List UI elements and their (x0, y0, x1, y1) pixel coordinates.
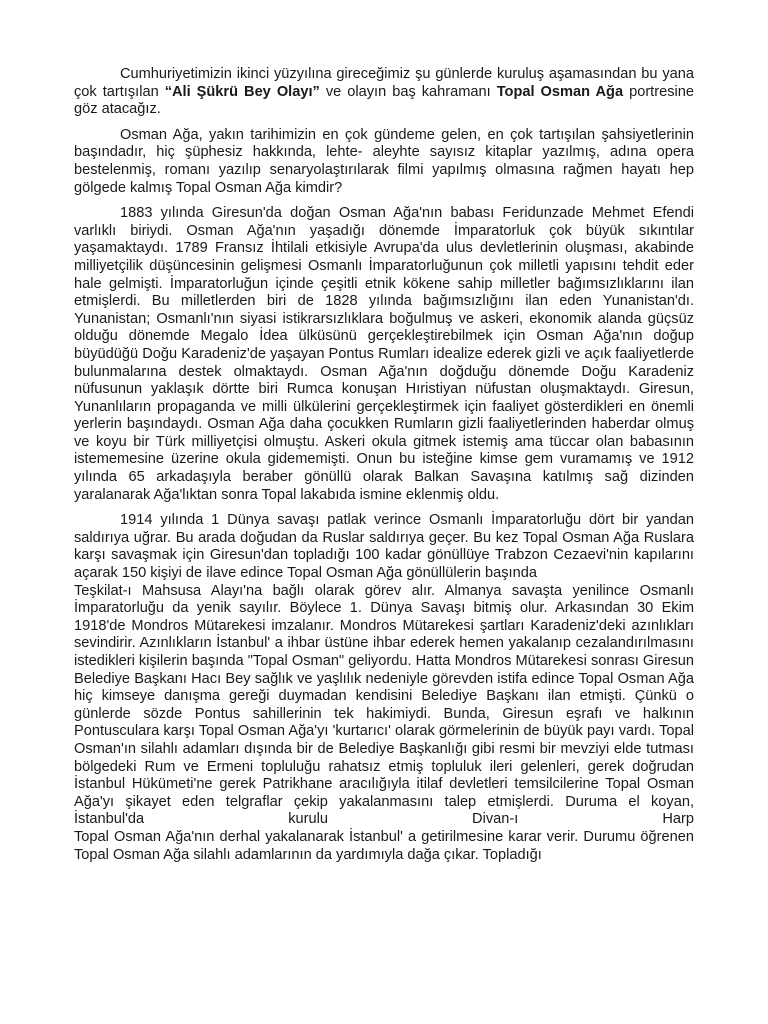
paragraph-early-life: 1883 yılında Giresun'da doğan Osman Ağa'nın babası Feridunzade Mehmet Efendi varlıklı biriydi. Osman Ağa'nın yaşadığı dönemde İmparatorluk çok büyük sıkıntılar yaşamaktaydı. 1789 Fransız İhtilali etkisiyle Avrupa'da ulus devletlerinin oluşması, akabinde milliyetçilik düşüncesinin gelişmesi Osmanlı İmparatorluğunun çok milletli yapısını tehdit eder hale gelmişti. İmparatorluğun içinde çeşitli etnik kökene sahip milletler bağımsızlıklarını ilan etmişlerdi. Bu milletlerden biri de 1828 yılında bağımsızlığını ilan eden Yunanistan'dı. Yunanistan; Osmanlı'nın siyasi istikrarsızlıklara boğulmuş ve askeri, ekonomik alanda güçsüz olduğu dönemde Megalo İdea ülküsünü gerçekleştirebilmek için Osman Ağa'nın doğup büyüdüğü Doğu Karadeniz'de yaşayan Pontus Rumları idealize ederek gizli ve açık faaliyetlerde bulunmalarına destek olmaktaydı. Osman Ağa'nın doğduğu dönemde Doğu Karadeniz nüfusunun yaklaşık dörtte biri Rumca konuşan Hıristiyan nüfustan oluşmaktaydı. Giresun, Yunanlıların propaganda ve milli ülkülerini gerçekleştirmek için faaliyet gösterdikleri en önemli yerlerin başındaydı. Osman Ağa daha çocukken Rumların gizli faaliyetlerinden haberdar olmuş ve koyu bir Türk milliyetçisi olmuştu. Askeri okula gitmek istemiş ama tüccar olan babasının istememesine üzerine okula gidememişti. Onun bu isteğine kimse gem vuramamış ve 1912 yılında 65 arkadaşıyla beraber gönüllü olarak Balkan Savaşına katılmış sağ dizinden yaralanarak Ağa'lıktan sonra Topal lakabıda ismine eklenmiş oldu. (74, 205, 694, 503)
paragraph-mondros: Teşkilat-ı Mahsusa Alayı'na bağlı olarak görev alır. Almanya savaşta yenilince Osmanlı İmparatorluğu da yenik sayılır. Böylece 1. Dünya Savaşı bitmiş olur. Arkasından 30 Ekim 1918'de Mondros Mütarekesi imzalanır. Mondros Mütarekesi şartları Karadeniz'deki azınlıkları sevindirir. Azınlıkların İstanbul' a ihbar üstüne ihbar ederek hemen yakalanıp cezalandırılmasını istedikleri kişilerin başında "Topal Osman" geliyordu. Hatta Mondros Mütarekesi sonrası Giresun Belediye Başkanı Hacı Bey sağlık ve yaşlılık nedeniyle görevden istifa edince Topal Osman Ağa hiç kimseye danışma gereği duymadan kendisini Belediye Başkanı ilan etmişti. Çünkü o günlerde sözde Pontus sahillerinin tek hakimiydi. Bunda, Giresun eşrafı ve halkının Pontusculara karşı Topal Osman Ağa'yı 'kurtarıcı' olarak görmelerinin de büyük payı vardı. Topal Osman'ın silahlı adamları dışında bir de Belediye Başkanlığı gibi resmi bir mevziyi elde tutması bölgedeki Rum ve Ermeni topluluğu rahatsız etmiş topluluk ileri gelenleri, gerek doğrudan İstanbul Hükümeti'ne gerek Patrikhane aracılığıyla itilaf devletleri temsilcilerine Topal Osman Ağa'yı şikayet eden telgraflar çekip yakalanmasını talep etmişlerdi. Duruma el koyan, İstanbul'da kurulu Divan-ı Harp (74, 582, 694, 828)
intro-text-3: portresine göz atacağız. (74, 83, 694, 118)
paragraph-intro (74, 66, 694, 119)
paragraph-divan-harp: Topal Osman Ağa'nın derhal yakalanarak İstanbul' a getirilmesine karar verir. Durumu öğrenen Topal Osman Ağa silahlı adamlarının da yardımıyla dağa çıkar. Topladığı (74, 828, 694, 863)
document-page (74, 66, 694, 864)
intro-bold-event: “Ali Şükrü Bey Olayı” (164, 83, 320, 100)
paragraph-who: Osman Ağa, yakın tarihimizin en çok gündeme gelen, en çok tartışılan şahsiyetlerinin başındadır, hiç şüphesiz hakkında, lehte- aleyhte sayısız kitaplar yazılmış, adına opera bestelenmiş, romanı yazılıp senaryolaştırılarak filmi yapılmış olmasına rağmen hayatı hep gölgede kalmış Topal Osman Ağa kimdir? (74, 126, 694, 196)
paragraph-ww1: 1914 yılında 1 Dünya savaşı patlak verince Osmanlı İmparatorluğu dört bir yandan saldırıya uğrar. Bu arada doğudan da Ruslar saldırıya geçer. Bu kez Topal Osman Ağa Ruslara karşı savaşmak için Giresun'dan topladığı 100 kadar gönüllüye Trabzon Cezaevi'nin kapılarını açarak 150 kişiyi de ilave edince Topal Osman Ağa gönüllülerin başında (74, 512, 694, 582)
intro-text-1: Cumhuriyetimizin ikinci yüzyılına gireceğimiz şu günlerde kuruluş aşamasından bu yana çok tartışılan (74, 66, 694, 100)
intro-text-2: ve olayın baş kahramanı (319, 83, 497, 100)
intro-bold-name: Topal Osman Ağa (496, 83, 624, 100)
